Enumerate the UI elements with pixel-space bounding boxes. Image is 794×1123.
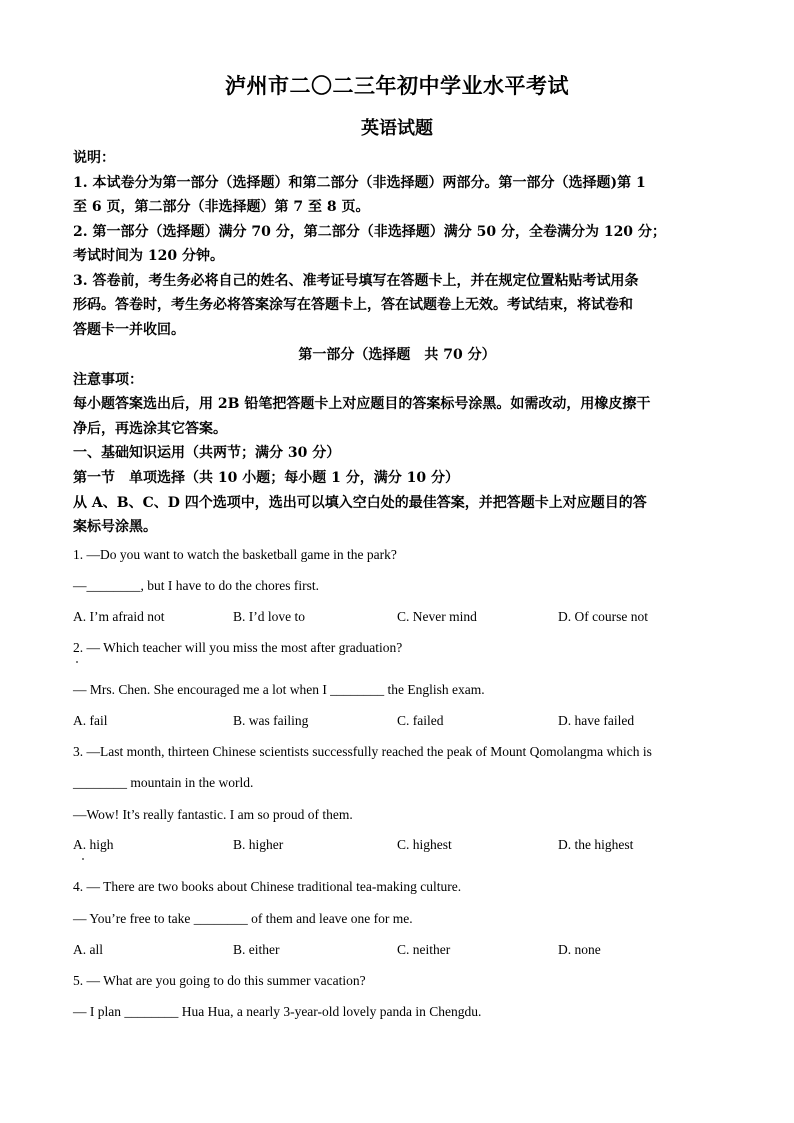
question-2-option-d: D. have failed: [558, 713, 635, 728]
instruction-line: 答题卡一并收回。: [73, 322, 185, 338]
question-3-option-c: C. highest: [397, 837, 452, 852]
stray-dot: [76, 661, 78, 663]
instruction-line: 2. 第一部分（选择题）满分 70 分，第二部分（非选择题）满分 50 分，全卷满分为 120 分；: [73, 224, 666, 240]
question-4-option-d: D. none: [558, 942, 601, 957]
question-1-reply: —________, but I have to do the chores first.: [73, 578, 319, 593]
question-4-option-c: C. neither: [397, 942, 451, 957]
question-1-stem: 1. —Do you want to watch the basketball game in the park?: [73, 547, 397, 562]
question-4-option-a: A. all: [73, 942, 103, 957]
notes-line: 净后，再选涂其它答案。: [73, 421, 227, 437]
question-2-reply: — Mrs. Chen. She encouraged me a lot when I ________ the English exam.: [73, 682, 485, 697]
stray-dot: [82, 858, 84, 860]
question-4-option-b: B. either: [233, 942, 280, 957]
instruction-line: 3. 答卷前，考生务必将自己的姓名、准考证号填写在答题卡上，并在规定位置粘贴考试用条: [73, 273, 639, 289]
question-3-option-a: A. high: [73, 837, 114, 852]
question-3-option-b: B. higher: [233, 837, 284, 852]
question-2-option-b: B. was failing: [233, 713, 309, 728]
question-3-reply: —Wow! It’s really fantastic. I am so proud of them.: [73, 807, 353, 822]
instruction-line: 1. 本试卷分为第一部分（选择题）和第二部分（非选择题）两部分。第一部分（选择题)第 1: [73, 175, 646, 191]
question-3-stem: 3. —Last month, thirteen Chinese scientists successfully reached the peak of Mount Qomolangma which is: [73, 744, 652, 759]
question-5-stem: 5. — What are you going to do this summer vacation?: [73, 973, 366, 988]
part-one-heading: 第一部分（选择题 共 70 分）: [298, 347, 496, 363]
question-5-reply: — I plan ________ Hua Hua, a nearly 3-year-old lovely panda in Chengdu.: [73, 1004, 482, 1019]
directions-line: 从 A、B、C、D 四个选项中，选出可以填入空白处的最佳答案，并把答题卡上对应题目的答: [73, 495, 647, 511]
question-1-option-a: A. I’m afraid not: [73, 609, 165, 624]
question-1-option-c: C. Never mind: [397, 609, 477, 624]
question-4-stem: 4. — There are two books about Chinese traditional tea-making culture.: [73, 879, 462, 894]
question-2-option-a: A. fail: [73, 713, 108, 728]
question-1-option-b: B. I’d love to: [233, 609, 305, 624]
question-2-stem: 2. — Which teacher will you miss the most after graduation?: [73, 640, 403, 655]
notes-heading: 注意事项：: [73, 372, 143, 388]
question-2-option-c: C. failed: [397, 713, 444, 728]
instructions-heading: 说明：: [73, 150, 115, 166]
instruction-line: 考试时间为 120 分钟。: [73, 248, 224, 264]
notes-line: 每小题答案选出后，用 2B 铅笔把答题卡上对应题目的答案标号涂黑。如需改动，用橡皮擦干: [73, 396, 651, 412]
directions-line: 案标号涂黑。: [73, 519, 157, 535]
question-3-stem-cont: ________ mountain in the world.: [73, 775, 254, 790]
question-4-reply: — You’re free to take ________ of them and leave one for me.: [73, 911, 413, 926]
subsection-heading: 第一节 单项选择（共 10 小题；每小题 1 分，满分 10 分）: [73, 470, 459, 486]
question-1-option-d: D. Of course not: [558, 609, 648, 624]
question-3-option-d: D. the highest: [558, 837, 634, 852]
instruction-line: 至 6 页，第二部分（非选择题）第 7 至 8 页。: [73, 199, 370, 215]
exam-title: 泸州市二〇二三年初中学业水平考试: [225, 73, 569, 98]
instruction-line: 形码。答卷时，考生务必将答案涂写在答题卡上，答在试题卷上无效。考试结束，将试卷和: [73, 297, 633, 313]
section-heading: 一、基础知识运用（共两节；满分 30 分）: [73, 445, 341, 461]
exam-subtitle: 英语试题: [361, 118, 433, 139]
